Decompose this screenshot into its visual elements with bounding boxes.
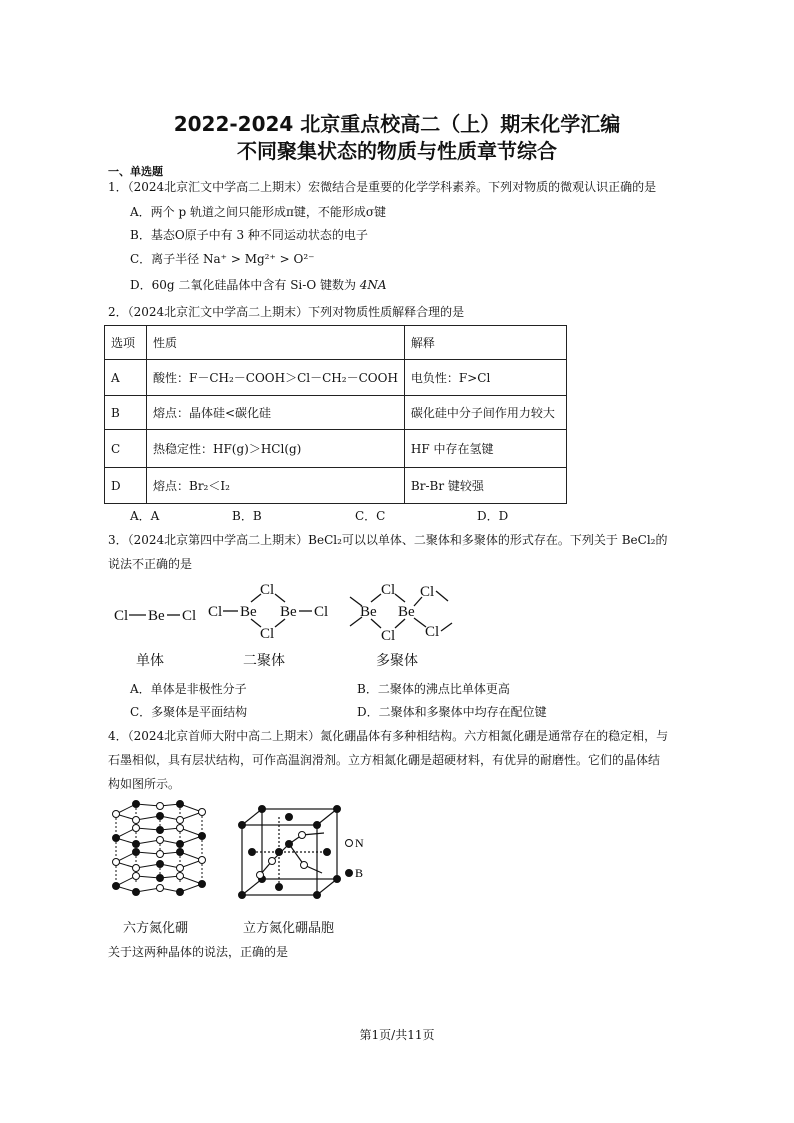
q2-table <box>104 325 567 504</box>
monomer-be: Be <box>148 608 165 624</box>
q1-option-d <box>130 276 387 293</box>
label-dimer: 二聚体 <box>243 653 285 669</box>
poly-cl-top: Cl <box>381 582 396 598</box>
q4-stem-line3: 构如图所示。 <box>108 777 181 791</box>
dimer-be-right: Be <box>280 604 297 620</box>
table-cell: 热稳定性：HF(g)＞HCl(g) <box>147 430 405 468</box>
poly-be-right: Be <box>398 604 415 620</box>
table-cell: A <box>105 360 147 396</box>
poly-cl-lower-right: Cl <box>425 624 440 640</box>
table-cell: Br-Br 键较强 <box>404 468 566 504</box>
dimer-be-left: Be <box>240 604 257 620</box>
q3-option-d: D．二聚体和多聚体中均存在配位键 <box>357 705 547 719</box>
q3-option-a: A．单体是非极性分子 <box>130 682 247 696</box>
table-cell: 熔点：晶体硅<碳化硅 <box>147 396 405 430</box>
q1-option-a: A．两个 p 轨道之间只能形成π键，不能形成σ键 <box>130 205 387 219</box>
table-header-cell: 解释 <box>404 326 566 360</box>
dimer-cl-right: Cl <box>314 604 329 620</box>
table-cell: C <box>105 430 147 468</box>
legend-b-label: B <box>355 866 364 880</box>
q2-option-b: B．B <box>232 509 262 523</box>
q1-option-c <box>130 250 314 267</box>
label-cubic-bn: 立方氮化硼晶胞 <box>243 921 335 936</box>
table-row <box>105 468 567 504</box>
dimer-cl-bottom: Cl <box>260 626 275 642</box>
table-header-row <box>105 326 567 360</box>
monomer-cl-right: Cl <box>182 608 197 624</box>
table-row <box>105 396 567 430</box>
dimer-cl-left: Cl <box>208 604 223 620</box>
legend-n-label: N <box>355 836 364 850</box>
q1-option-b: B．基态O原子中有 3 种不同运动状态的电子 <box>130 228 368 242</box>
doc-title-line2: 不同聚集状态的物质与性质章节综合 <box>237 139 557 163</box>
q1-option-c-formula: Na⁺ > Mg²⁺ > O²⁻ <box>203 252 315 266</box>
table-cell: 碳化硅中分子间作用力较大 <box>404 396 566 430</box>
q2-option-d: D．D <box>477 509 509 523</box>
q1-stem: 1．（2024北京汇文中学高二上期末）宏微结合是重要的化学学科素养。下列对物质的微观认识正确的是 <box>108 180 657 194</box>
table-cell: 电负性：F>Cl <box>404 360 566 396</box>
q4-followup: 关于这两种晶体的说法，正确的是 <box>108 945 289 959</box>
q3-option-b: B．二聚体的沸点比单体更高 <box>357 682 510 696</box>
legend-b-symbol <box>346 870 353 877</box>
q1-option-d-formula: 4NA <box>359 278 387 292</box>
q1-option-c-prefix: C．离子半径 <box>130 252 200 266</box>
table-header-cell: 选项 <box>105 326 147 360</box>
label-hexagonal-bn: 六方氮化硼 <box>123 921 189 936</box>
cubic-bn-figure <box>232 803 382 903</box>
q4-stem-line1: 4．（2024北京首师大附中高二上期末）氮化硼晶体有多种相结构。六方相氮化硼是通常存在的稳定相，与 <box>108 729 669 743</box>
table-cell: 酸性：F－CH₂－COOH＞Cl－CH₂－COOH <box>147 360 405 396</box>
q3-stem-line2: 说法不正确的是 <box>108 557 193 571</box>
monomer-cl-left: Cl <box>114 608 129 624</box>
table-cell: D <box>105 468 147 504</box>
q4-stem-line2: 石墨相似，具有层状结构，可作高温润滑剂。立方相氮化硼是超硬材料，有优异的耐磨性。它们的晶体结 <box>108 753 661 767</box>
hexagonal-bn-figure <box>108 798 210 898</box>
table-row <box>105 360 567 396</box>
q2-stem: 2．（2024北京汇文中学高二上期末）下列对物质性质解释合理的是 <box>108 305 465 319</box>
poly-cl-bottom: Cl <box>381 628 396 644</box>
section-heading: 一、单选题 <box>108 165 163 178</box>
q3-option-c: C．多聚体是平面结构 <box>130 705 248 719</box>
poly-cl-upper-right: Cl <box>420 584 435 600</box>
poly-be-left: Be <box>360 604 377 620</box>
q1-option-d-prefix: D．60g 二氧化硅晶体中含有 Si-O 键数为 <box>130 278 356 292</box>
page-number: 第1页/共11页 <box>359 1028 435 1042</box>
table-cell: B <box>105 396 147 430</box>
table-cell: HF 中存在氢键 <box>404 430 566 468</box>
table-cell: 熔点：Br₂＜I₂ <box>147 468 405 504</box>
q2-option-a: A．A <box>130 509 160 523</box>
table-row <box>105 430 567 468</box>
q3-stem-line1: 3．（2024北京第四中学高二上期末）BeCl₂可以以单体、二聚体和多聚体的形式存在。下列关于 BeCl₂的 <box>108 533 668 547</box>
dimer-cl-top: Cl <box>260 582 275 598</box>
table-header-cell: 性质 <box>147 326 405 360</box>
label-polymer: 多聚体 <box>376 653 418 669</box>
legend-n-symbol <box>346 840 353 847</box>
doc-title-line1: 2022-2024 北京重点校高二（上）期末化学汇编 <box>173 112 621 136</box>
q2-option-c: C．C <box>355 509 386 523</box>
label-monomer: 单体 <box>136 653 164 669</box>
